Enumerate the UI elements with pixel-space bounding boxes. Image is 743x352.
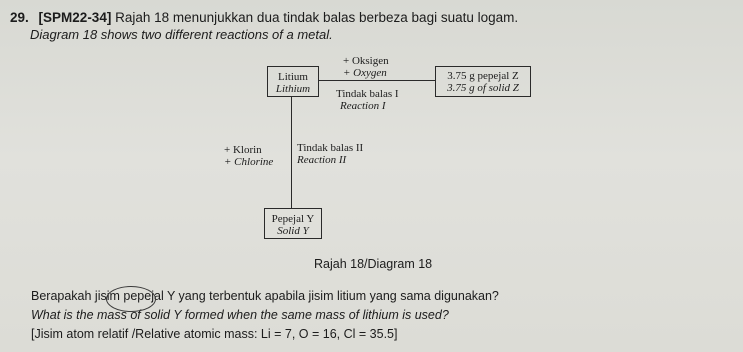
product-z-en: 3.75 g of solid Z	[447, 82, 519, 94]
reaction2-en: Reaction II	[297, 154, 347, 166]
reaction1-en: Reaction I	[340, 100, 386, 112]
prompt-en: What is the mass of solid Y formed when the same mass of lithium is used?	[31, 308, 449, 322]
lithium-box	[267, 66, 319, 97]
reaction1-line	[319, 80, 435, 81]
product-y-box	[264, 208, 322, 239]
reaction2-label	[297, 142, 363, 166]
reaction1-label	[336, 88, 399, 112]
reaction2-line	[291, 97, 292, 208]
question-number: 29.	[10, 10, 29, 25]
lithium-label-en: Lithium	[275, 83, 311, 95]
reagent1-en: + Oxygen	[343, 67, 387, 79]
reaction2-ms: Tindak balas II	[297, 142, 364, 154]
reagent2-ms: + Klorin	[224, 144, 262, 156]
question-heading	[10, 10, 518, 25]
product-z-ms: 3.75 g pepejal Z	[447, 70, 519, 82]
question-code: [SPM22-34]	[38, 10, 112, 25]
product-z-box	[435, 66, 531, 97]
reaction1-ms: Tindak balas I	[336, 88, 399, 100]
reagent2-label	[224, 144, 273, 168]
relative-atomic-mass: [Jisim atom relatif /Relative atomic mass: Li = 7, O = 16, Cl = 35.5]	[31, 327, 398, 341]
diagram-caption: Rajah 18/Diagram 18	[314, 257, 433, 271]
pen-circle-mark	[106, 286, 156, 312]
reagent1-label	[343, 55, 389, 79]
question-title-ms: Rajah 18 menunjukkan dua tindak balas berbeza bagi suatu logam.	[115, 10, 519, 25]
prompt-ms: Berapakah jisim pepejal Y yang terbentuk apabila jisim litium yang sama digunakan?	[31, 289, 499, 303]
reagent2-en: + Chlorine	[224, 156, 274, 168]
lithium-label-ms: Litium	[278, 71, 308, 83]
product-y-en: Solid Y	[277, 225, 309, 237]
product-y-ms: Pepejal Y	[271, 213, 315, 225]
reagent1-ms: + Oksigen	[343, 55, 389, 67]
question-title-en: Diagram 18 shows two different reactions of a metal.	[30, 27, 333, 42]
